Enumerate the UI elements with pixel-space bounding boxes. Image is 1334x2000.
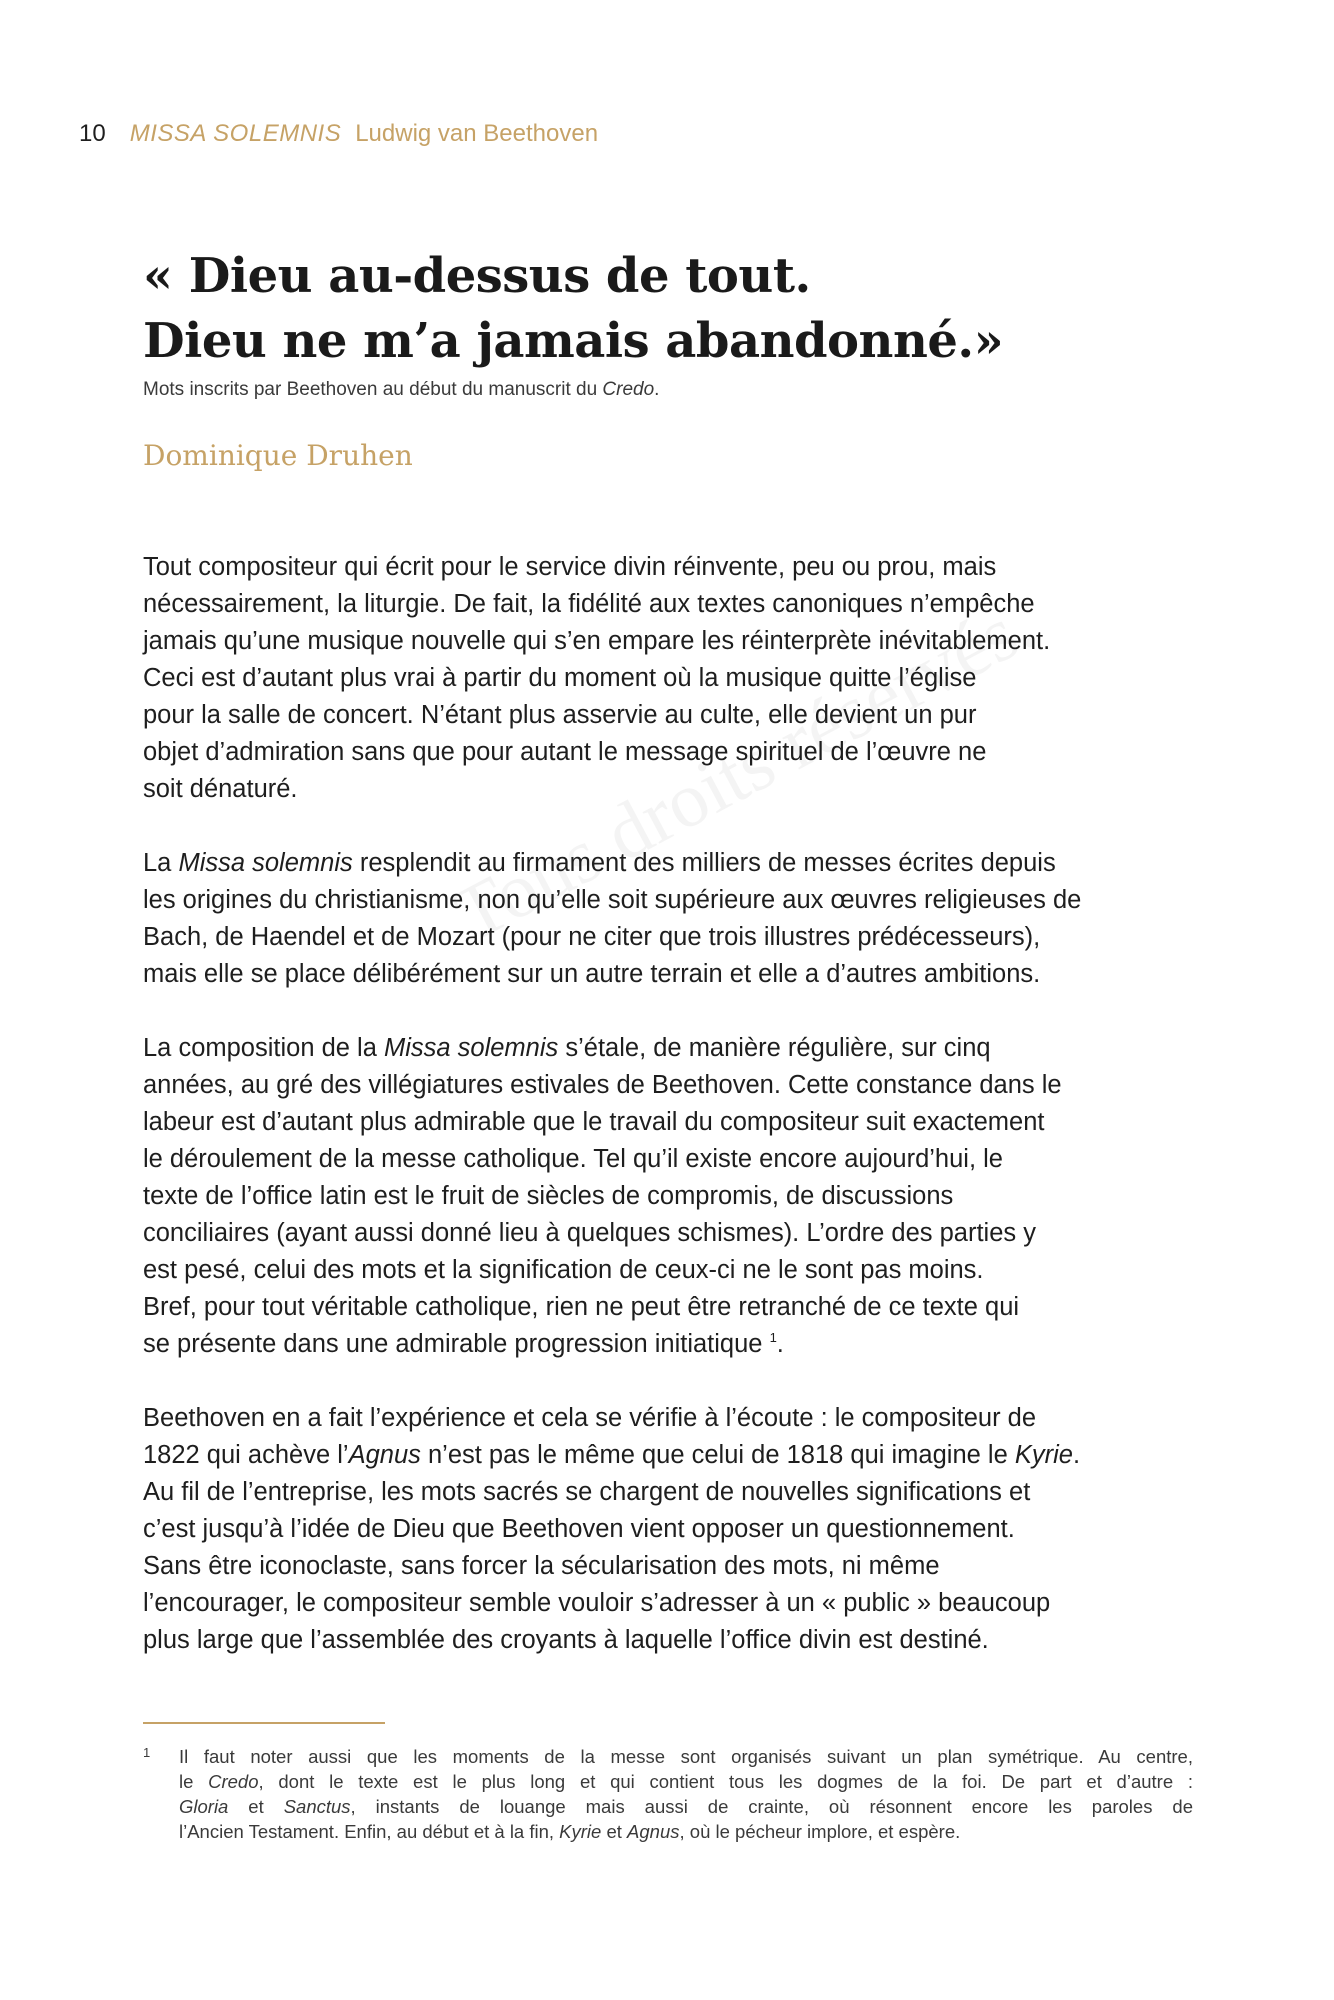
text-run: . xyxy=(1072,1441,1081,1469)
quote-line-2: Dieu ne m’a jamais abandonné.» xyxy=(143,313,1004,369)
paragraph-2 xyxy=(143,845,1193,993)
text-run: , où le pécheur implore, et espère. xyxy=(679,1821,961,1842)
text-run: , instants de louange mais aussi de crainte, où résonnent encore les paroles de xyxy=(350,1796,1193,1817)
text-run: 1822 qui achève l’ xyxy=(143,1441,349,1469)
paragraph-3 xyxy=(143,1030,1193,1363)
text-line xyxy=(143,845,1193,882)
text-line: est pesé, celui des mots et la signification de ceux-ci ne le sont pas moins. xyxy=(143,1256,984,1284)
italic-run: Credo xyxy=(208,1771,259,1792)
text-line: mais elle se place délibérément sur un autre terrain et elle a d’autres ambitions. xyxy=(143,960,1041,988)
text-line xyxy=(143,1437,1193,1474)
italic-run: Sanctus xyxy=(283,1796,351,1817)
author-name: Dominique Druhen xyxy=(143,439,413,472)
text-line: objet d’admiration sans que pour autant le message spirituel de l’œuvre ne xyxy=(143,738,987,766)
italic-run: Agnus xyxy=(348,1441,421,1469)
footnote-line xyxy=(179,1794,1193,1819)
text-run: l’Ancien Testament. Enfin, au début et à la fin, xyxy=(179,1821,560,1842)
text-line: Au fil de l’entreprise, les mots sacrés se chargent de nouvelles significations et xyxy=(143,1478,1031,1506)
paragraph-4 xyxy=(143,1400,1193,1659)
text-line: Sans être iconoclaste, sans forcer la sécularisation des mots, ni même xyxy=(143,1552,940,1580)
footnote-reference[interactable]: 1 xyxy=(769,1330,777,1345)
text-line: Ceci est d’autant plus vrai à partir du moment où la musique quitte l’église xyxy=(143,664,977,692)
text-run: La composition de la xyxy=(143,1034,384,1062)
text-line: conciliaires (ayant aussi donné lieu à quelques schismes). L’ordre des parties y xyxy=(143,1219,1036,1247)
italic-run: Gloria xyxy=(179,1796,229,1817)
italic-run: Missa solemnis xyxy=(178,849,353,877)
footnote-body xyxy=(179,1744,1193,1844)
work-title: MISSA SOLEMNIS xyxy=(129,120,342,147)
footnote-line xyxy=(179,1769,1193,1794)
text-line xyxy=(143,1326,1193,1363)
text-line: l’encourager, le compositeur semble vouloir s’adresser à un « public » beaucoup xyxy=(143,1589,1051,1617)
text-line: années, au gré des villégiatures estivales de Beethoven. Cette constance dans le xyxy=(143,1071,1062,1099)
italic-run: Agnus xyxy=(627,1821,680,1842)
paragraph-1 xyxy=(143,549,1193,808)
footnote-line: Il faut noter aussi que les moments de la messe sont organisés suivant un plan symétrique. Au centre, xyxy=(179,1746,1193,1767)
text-run: s’étale, de manière régulière, sur cinq xyxy=(558,1034,991,1062)
text-run: La xyxy=(143,849,179,877)
text-line: texte de l’office latin est le fruit de siècles de compromis, de discussions xyxy=(143,1182,954,1210)
text-run: , dont le texte est le plus long et qui contient tous les dogmes de la foi. De part et d’autre : xyxy=(258,1771,1193,1792)
text-line: Tout compositeur qui écrit pour le service divin réinvente, peu ou prou, mais xyxy=(143,553,997,581)
italic-run: Kyrie xyxy=(559,1821,602,1842)
text-line xyxy=(143,1030,1193,1067)
footnote-line xyxy=(179,1819,1193,1844)
text-run: et xyxy=(228,1796,284,1817)
text-line: labeur est d’autant plus admirable que le travail du compositeur suit exactement xyxy=(143,1108,1045,1136)
caption-end: . xyxy=(654,379,660,400)
caption-italic: Credo xyxy=(602,379,655,400)
article-body xyxy=(143,549,1193,1696)
text-line: plus large que l’assemblée des croyants à laquelle l’office divin est destiné. xyxy=(143,1626,989,1654)
italic-run: Kyrie xyxy=(1014,1441,1073,1469)
text-run: et xyxy=(601,1821,628,1842)
page-number: 10 xyxy=(79,120,106,147)
text-line: les origines du christianisme, non qu’elle soit supérieure aux œuvres religieuses de xyxy=(143,886,1082,914)
footnote-number: 1 xyxy=(143,1745,151,1760)
text-line: c’est jusqu’à l’idée de Dieu que Beethoven vient opposer un questionnement. xyxy=(143,1515,1015,1543)
text-line: jamais qu’une musique nouvelle qui s’en empare les réinterprète inévitablement. xyxy=(143,627,1051,655)
text-line: soit dénaturé. xyxy=(143,775,298,803)
quote-caption xyxy=(143,378,659,402)
text-line: nécessairement, la liturgie. De fait, la fidélité aux textes canoniques n’empêche xyxy=(143,590,1035,618)
text-run: resplendit au firmament des milliers de messes écrites depuis xyxy=(352,849,1056,877)
pull-quote xyxy=(143,244,1193,374)
footnote-divider xyxy=(143,1722,385,1724)
text-line: pour la salle de concert. N’étant plus asservie au culte, elle devient un pur xyxy=(143,701,977,729)
text-run: se présente dans une admirable progression initiatique xyxy=(143,1330,770,1358)
text-run: le xyxy=(179,1771,209,1792)
caption-text: Mots inscrits par Beethoven au début du manuscrit du xyxy=(143,379,603,400)
footnote xyxy=(143,1744,1193,1844)
text-line: Bach, de Haendel et de Mozart (pour ne citer que trois illustres prédécesseurs), xyxy=(143,923,1041,951)
composer-name: Ludwig van Beethoven xyxy=(355,120,599,147)
text-line: Beethoven en a fait l’expérience et cela se vérifie à l’écoute : le compositeur de xyxy=(143,1404,1037,1432)
italic-run: Missa solemnis xyxy=(383,1034,559,1062)
text-run: . xyxy=(776,1330,784,1358)
quote-line-1: « Dieu au-dessus de tout. xyxy=(143,248,811,304)
running-header xyxy=(79,118,598,150)
text-run: n’est pas le même que celui de 1818 qui imagine le xyxy=(420,1441,1015,1469)
text-line: le déroulement de la messe catholique. Tel qu’il existe encore aujourd’hui, le xyxy=(143,1145,1003,1173)
text-line: Bref, pour tout véritable catholique, rien ne peut être retranché de ce texte qui xyxy=(143,1293,1020,1321)
